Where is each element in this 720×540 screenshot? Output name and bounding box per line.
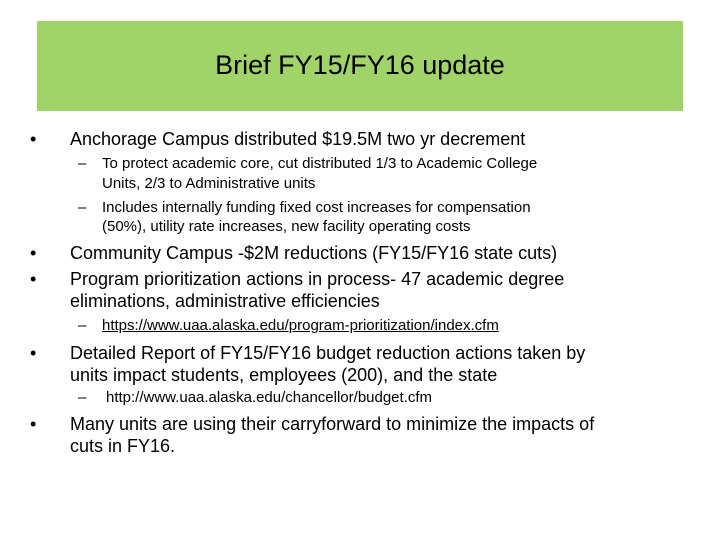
- sub-bullet-dash: –: [78, 317, 87, 334]
- sub-bullet-text: To protect academic core, cut distributed 1/3 to Academic College: [102, 155, 538, 172]
- bullet-text: Many units are using their carryforward to minimize the impacts of: [70, 414, 595, 434]
- bullet-dot: •: [30, 269, 37, 289]
- bullet-text: Detailed Report of FY15/FY16 budget reduction actions taken by: [70, 343, 586, 363]
- bullet-text: Program prioritization actions in process- 47 academic degree: [70, 269, 565, 289]
- sub-bullet-text: Units, 2/3 to Administrative units: [102, 175, 316, 192]
- slide-title: Brief FY15/FY16 update: [215, 50, 505, 81]
- sub-bullet-text: Includes internally funding fixed cost increases for compensation: [102, 199, 531, 216]
- sub-bullet-text: (50%), utility rate increases, new facility operating costs: [102, 218, 471, 235]
- bullet-text: Community Campus -$2M reductions (FY15/FY16 state cuts): [70, 243, 558, 263]
- bullet-text: cuts in FY16.: [70, 436, 176, 456]
- bullet-text: units impact students, employees (200), and the state: [70, 365, 498, 385]
- sub-bullet-dash: –: [78, 199, 87, 216]
- bullet-text: eliminations, administrative efficiencies: [70, 291, 380, 311]
- bullet-dot: •: [30, 243, 37, 263]
- bullet-text: Anchorage Campus distributed $19.5M two yr decrement: [70, 129, 526, 149]
- sub-bullet-dash: –: [78, 389, 87, 406]
- bullet-dot: •: [30, 343, 37, 363]
- bullet-dot: •: [30, 414, 37, 434]
- bullet-dot: •: [30, 129, 37, 149]
- prioritization-link[interactable]: https://www.uaa.alaska.edu/program-prioritization/index.cfm: [102, 317, 499, 334]
- budget-link[interactable]: http://www.uaa.alaska.edu/chancellor/budget.cfm: [106, 389, 433, 406]
- sub-bullet-dash: –: [78, 155, 87, 172]
